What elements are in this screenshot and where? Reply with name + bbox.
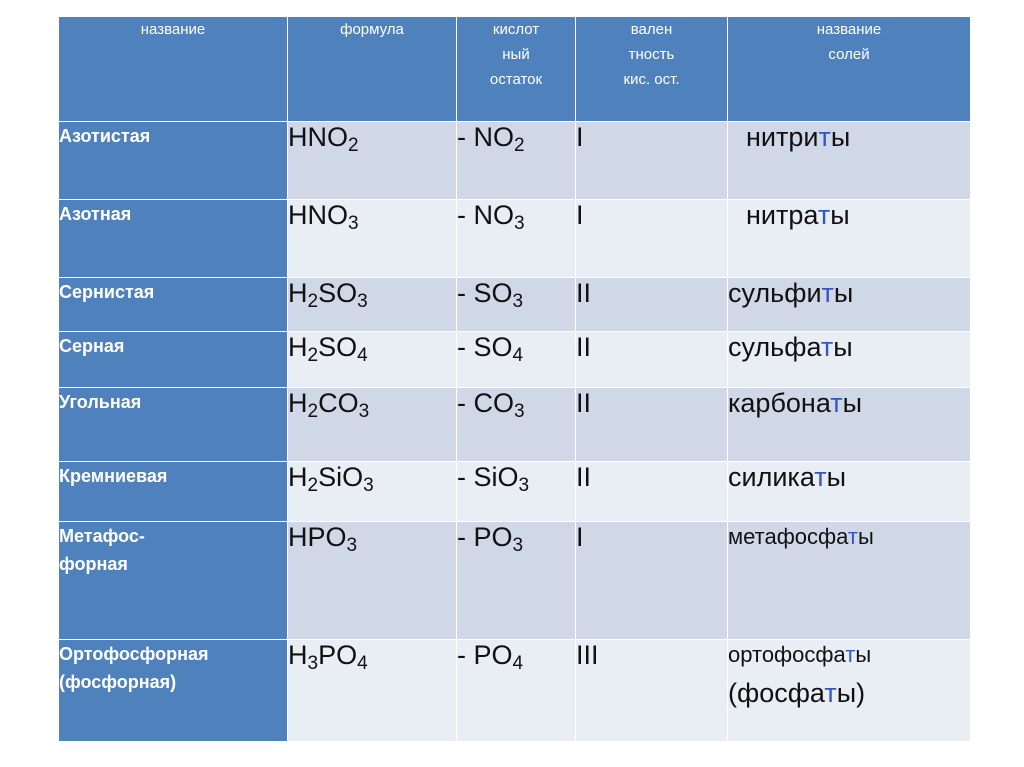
formula-part: SO xyxy=(318,332,358,362)
valence-cell xyxy=(576,640,728,742)
formula-part: CO xyxy=(318,388,359,418)
acid-name-cell xyxy=(59,388,288,462)
formula-part: 3 xyxy=(307,653,319,674)
formula-cell xyxy=(288,522,457,640)
salt-pre: ортофосфа xyxy=(728,642,846,667)
salt-pre: нитра xyxy=(746,200,818,230)
salt-post: ы xyxy=(842,388,863,418)
header-line: название xyxy=(816,21,882,38)
formula-part: 3 xyxy=(346,535,358,556)
header-line: солей xyxy=(828,46,870,63)
header-formula xyxy=(288,17,457,122)
formula-cell xyxy=(288,200,457,278)
salt-line xyxy=(728,388,970,418)
valence-value: I xyxy=(576,122,584,152)
acid-name-cell xyxy=(59,332,288,388)
salt-hl: т xyxy=(845,642,856,667)
acid-name: Азотистая xyxy=(59,126,151,146)
formula-part: H xyxy=(288,278,308,308)
valence-value: II xyxy=(576,388,592,418)
formula-part: H xyxy=(288,640,308,670)
salt-pre: силика xyxy=(728,462,815,492)
formula-part: PO xyxy=(318,640,358,670)
salt-cell xyxy=(728,278,971,332)
residue-part: - CO xyxy=(457,388,514,418)
formula-part: HNO xyxy=(288,200,348,230)
residue-cell xyxy=(457,522,576,640)
salt-post: ы) xyxy=(836,678,866,708)
residue-part: - SO xyxy=(457,278,513,308)
header-line: кислот xyxy=(492,21,540,38)
formula-part: 4 xyxy=(357,345,368,366)
salt-post: ы xyxy=(826,462,847,492)
formula-cell xyxy=(288,462,457,522)
residue-cell xyxy=(457,462,576,522)
header-line: остаток xyxy=(489,71,543,88)
table-row xyxy=(59,332,971,388)
acid-name: Метафос- xyxy=(59,526,145,546)
header-valence xyxy=(576,17,728,122)
residue-part: 4 xyxy=(512,653,524,674)
salt-post: ы xyxy=(830,122,851,152)
header-row xyxy=(59,17,971,122)
valence-value: II xyxy=(576,278,592,308)
salt-hl: т xyxy=(824,678,837,708)
formula-part: 2 xyxy=(307,291,319,312)
formula-cell xyxy=(288,122,457,200)
residue-part: 3 xyxy=(512,535,524,556)
salt-pre: сульфи xyxy=(728,278,822,308)
header-line: формула xyxy=(340,21,404,38)
residue-part: - PO xyxy=(457,640,513,670)
formula-part: H xyxy=(288,462,308,492)
formula-part: HNO xyxy=(288,122,348,152)
acid-name: Азотная xyxy=(59,204,132,224)
residue-part: - NO xyxy=(457,122,514,152)
header-line: название xyxy=(140,21,206,38)
header-residue xyxy=(457,17,576,122)
residue-part: - SiO xyxy=(457,462,519,492)
formula-part: 4 xyxy=(357,653,368,674)
residue-part: 3 xyxy=(514,401,525,422)
valence-cell xyxy=(576,388,728,462)
formula-part: 2 xyxy=(307,401,319,422)
salt-hl: т xyxy=(817,200,831,230)
salt-line xyxy=(728,678,970,708)
residue-part: 4 xyxy=(512,345,524,366)
formula-part: HPO xyxy=(288,522,347,552)
acid-name-cell xyxy=(59,522,288,640)
formula-part: 2 xyxy=(348,135,359,156)
salt-cell xyxy=(728,200,971,278)
salt-hl: т xyxy=(847,524,858,549)
salt-post: ы xyxy=(833,278,854,308)
salt-post: ы xyxy=(830,200,850,230)
header-name xyxy=(59,17,288,122)
acid-name: форная xyxy=(59,554,128,574)
acid-name: (фосфорная) xyxy=(59,672,177,692)
salt-cell xyxy=(728,388,971,462)
acid-name: Угольная xyxy=(59,392,142,412)
salt-pre: нитри xyxy=(746,122,819,152)
residue-part: - NO xyxy=(457,200,514,230)
salt-hl: т xyxy=(830,388,843,418)
residue-cell xyxy=(457,278,576,332)
residue-cell xyxy=(457,200,576,278)
salt-cell xyxy=(728,522,971,640)
salt-line xyxy=(728,462,970,492)
salt-cell xyxy=(728,332,971,388)
salt-line xyxy=(728,278,970,308)
valence-cell xyxy=(576,200,728,278)
residue-part: - SO xyxy=(457,332,513,362)
formula-part: H xyxy=(288,388,308,418)
acid-name: Сернистая xyxy=(59,282,155,302)
salt-cell xyxy=(728,462,971,522)
header-line: тность xyxy=(628,46,675,63)
formula-part: 3 xyxy=(363,475,374,496)
header-line: кис. ост. xyxy=(623,71,680,88)
table-row xyxy=(59,200,971,278)
salt-cell xyxy=(728,640,971,742)
header-line: ный xyxy=(502,46,530,63)
salt-hl: т xyxy=(814,462,827,492)
table-row xyxy=(59,388,971,462)
valence-value: I xyxy=(576,200,584,230)
residue-cell xyxy=(457,388,576,462)
formula-part: 3 xyxy=(357,291,368,312)
residue-part: 3 xyxy=(512,291,524,312)
valence-cell xyxy=(576,332,728,388)
formula-part: 2 xyxy=(307,475,319,496)
valence-value: II xyxy=(576,462,592,492)
residue-part: 2 xyxy=(514,135,525,156)
salt-line xyxy=(728,332,970,362)
formula-cell xyxy=(288,278,457,332)
acid-name-cell xyxy=(59,462,288,522)
formula-cell xyxy=(288,332,457,388)
acid-name: Кремниевая xyxy=(59,466,168,486)
salt-pre: сульфа xyxy=(728,332,821,362)
residue-cell xyxy=(457,122,576,200)
salt-line xyxy=(746,200,970,230)
salt-line xyxy=(728,640,970,670)
acid-name-cell xyxy=(59,278,288,332)
salt-cell xyxy=(728,122,971,200)
header-line: вален xyxy=(630,21,673,38)
residue-part: - PO xyxy=(457,522,513,552)
formula-part: SiO xyxy=(318,462,364,492)
residue-cell xyxy=(457,640,576,742)
valence-cell xyxy=(576,122,728,200)
table-row xyxy=(59,522,971,640)
formula-part: 3 xyxy=(348,213,359,234)
salt-hl: т xyxy=(821,278,834,308)
salt-post: ы xyxy=(857,524,874,549)
salt-line xyxy=(746,122,970,152)
salt-line xyxy=(728,522,970,552)
header-salts xyxy=(728,17,971,122)
acid-name: Ортофосфорная xyxy=(59,644,209,664)
salt-post: ы xyxy=(833,332,853,362)
formula-part: 2 xyxy=(307,345,319,366)
formula-part: SO xyxy=(318,278,358,308)
acids-table xyxy=(58,16,971,742)
valence-value: III xyxy=(576,640,599,670)
acid-name-cell xyxy=(59,200,288,278)
formula-part: 3 xyxy=(358,401,370,422)
acid-name: Серная xyxy=(59,336,125,356)
valence-cell xyxy=(576,278,728,332)
formula-part: H xyxy=(288,332,308,362)
salt-hl: т xyxy=(820,332,834,362)
valence-cell xyxy=(576,522,728,640)
table-row xyxy=(59,122,971,200)
salt-hl: т xyxy=(818,122,831,152)
residue-cell xyxy=(457,332,576,388)
residue-part: 3 xyxy=(514,213,525,234)
acid-name-cell xyxy=(59,640,288,742)
formula-cell xyxy=(288,640,457,742)
residue-part: 3 xyxy=(518,475,530,496)
acid-name-cell xyxy=(59,122,288,200)
table-row xyxy=(59,462,971,522)
table-row xyxy=(59,278,971,332)
formula-cell xyxy=(288,388,457,462)
salt-pre: карбона xyxy=(728,388,831,418)
salt-pre: (фосфа xyxy=(728,678,825,708)
valence-cell xyxy=(576,462,728,522)
table-body xyxy=(59,122,971,742)
valence-value: II xyxy=(576,332,592,362)
salt-post: ы xyxy=(855,642,872,667)
valence-value: I xyxy=(576,522,584,552)
table-row xyxy=(59,640,971,742)
salt-pre: метафосфа xyxy=(728,524,848,549)
